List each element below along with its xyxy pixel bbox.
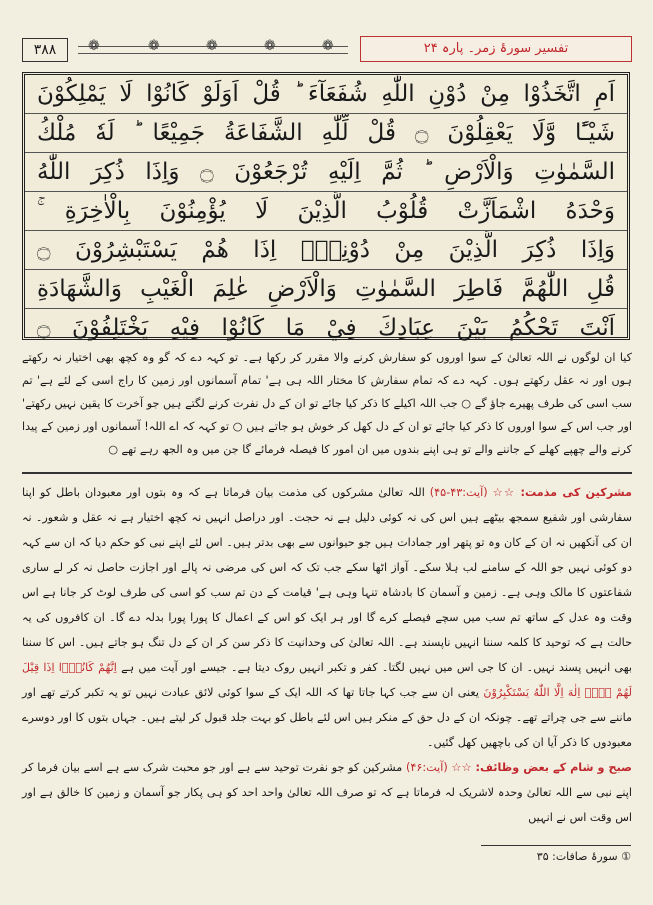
tafsir-paragraph-1 — [22, 480, 632, 755]
tafsir-text: مشرکین کو جو نفرت توحید سے ہے اور جو محبت شرک سے ہے اسے بیان فرما کر اپنے نبی سے اللہ تعالیٰ وحدہ لاشریک لہ فرماتا ہے کہ تو صرف اللہ تعالیٰ واحد احد کو ہی پکار جو آسمان و زمین کا خالق ہے اور اس وقت اس نے انہیں — [22, 761, 632, 824]
ornament-flower-icon: ❁ — [322, 38, 334, 54]
section-divider — [22, 472, 632, 474]
footnote-rule — [481, 845, 631, 846]
verse-reference: ☆☆ (آیت:۴۳-۴۵) — [429, 486, 516, 499]
quran-text-box — [22, 72, 630, 340]
quran-line: اَمِ اتَّخَذُوْا مِنْ دُوْنِ اللّٰهِ شُفَعَآءَ ؕ قُلْ اَوَلَوْ كَانُوْا لَا يَمْلِكُوْنَ — [25, 75, 627, 114]
translation-paragraph: کیا ان لوگوں نے اللہ تعالیٰ کے سوا اوروں کو سفارش کرنے والا مقرر کر رکھا ہے۔ تو کہہ دے کہ گو وہ کچھ بھی اختیار نہ رکھتے ہوں اور نہ عقل رکھتے ہوں۔ کہہ دے کہ تمام سفارش کا مختار اللہ ہی ہے' تمام آسمانوں اور زمین کا راج اسی کے لئے ہے' تم سب اسی کی طرف پھیرے جاؤ گے ○ جب اللہ اکیلے کا ذکر کیا جائے تو ان کے دل نفرت کرنے لگتے ہیں جو آخرت کا یقین نہیں رکھتے' اور جب اس کے سوا اوروں کا ذکر کیا جائے تو ان کے دل کھل کر خوش ہو جاتے ہیں ○ تو کہہ کہ اے اللہ! آسمانوں اور زمین کے پیدا کرنے والے چھپے کھلے کے جاننے والے تو ہی اپنے بندوں میں ان امور کا فیصلہ فرمائے گا جن میں وہ الجھ رہے تھے ○ — [22, 351, 632, 456]
running-title: تفسیر سورۂ زمر۔ پارہ ۲۴ — [360, 36, 632, 62]
section-heading: مشرکین کی مذمت: — [520, 486, 632, 499]
ornament-flower-icon: ❁ — [206, 38, 218, 54]
quran-line: السَّمٰوٰتِ وَالْاَرْضِ ؕ ثُمَّ اِلَيْهِ تُرْجَعُوْنَ ۝ وَاِذَا ذُكِرَ اللّٰهُ — [25, 153, 627, 192]
tafsir-text: اللہ تعالیٰ مشرکوں کی مذمت بیان فرماتا ہے کہ وہ بتوں اور معبودان باطل کو اپنا سفارشی اور شفیع سمجھ بیٹھے ہیں اس کی نہ کوئی دلیل ہے نہ حجت۔ اور دراصل انہیں نہ کچھ اختیار ہے نہ عقل و شعور۔ نہ ان کی آنکھیں نہ ان کے کان وہ تو پتھر اور جمادات ہیں جو حیوانوں سے بھی بدتر ہیں۔ اس لئے اپنے نبی کو حکم دیا کہ ان سے کہہ دو کوئی نہیں جو اللہ کے سامنے لب ہلا سکے۔ آواز اٹھا سکے جب تک کہ اس کی مرضی نہ پالے اور اجازت حاصل نہ کر لے ساری شفاعتوں کا مالک وہی ہے۔ زمین و آسمان کا بادشاہ تنہا وہی ہے' قیامت کے دن تم سب کو اسی کی طرف لوٹ کر جانا ہے اس وقت وہ عدل کے ساتھ تم سب میں سچے فیصلے کرے گا اور ہر ایک کو اس کے اعمال کا پورا پورا بدلہ دے گا۔ ان کافروں کی یہ حالت ہے کہ توحید کا کلمہ سننا انہیں ناپسند ہے۔ اللہ تعالیٰ کی وحدانیت کا ذکر سن کر ان کے دل تنگ ہو جاتے ہیں۔ اس کا سننا بھی انہیں پسند نہیں۔ ان کا جی اس میں نہیں لگتا۔ کفر و تکبر انہیں روک دیتا ہے۔ جیسے اور آیت میں ہے — [22, 486, 632, 674]
footnote: ① سورۂ صافات: ۳۵ — [536, 850, 631, 863]
quran-line: اَنْتَ تَحْكُمُ بَيْنَ عِبَادِكَ فِيْ مَا كَانُوْا فِيْهِ يَخْتَلِفُوْنَ ۝ — [37, 315, 615, 341]
quran-line: وَحْدَهُ اشْمَاَزَّتْ قُلُوْبُ الَّذِيْنَ لَا يُؤْمِنُوْنَ بِالْاٰخِرَةِ ۚ — [25, 192, 627, 231]
tafsir-commentary — [22, 480, 632, 830]
ornament-flower-icon: ❁ — [148, 38, 160, 54]
tafsir-text: یعنی ان سے جب کہا جاتا تھا کہ اللہ ایک کے سوا کوئی لائق عبادت نہیں تو یہ تکبر کرتے تھے اور ماننے سے جی چراتے تھے۔ چونکہ ان کے دل حق کے منکر ہیں اس لئے باطل کو بہت جلد قبول کر لیتے ہیں۔ جہاں بتوں کا اور دوسرے معبودوں کا ذکر آیا ان کی باچھیں کھل گئیں۔ — [22, 686, 632, 749]
quran-line: قُلِ اللّٰهُمَّ فَاطِرَ السَّمٰوٰتِ وَالْاَرْضِ عٰلِمَ الْغَيْبِ وَالشَّهَادَةِ — [25, 270, 627, 309]
page-header — [22, 36, 632, 66]
tafsir-paragraph-2 — [22, 755, 632, 830]
ornament-flower-icon: ❁ — [88, 38, 100, 54]
arabic-quote: اِنَّهُمْ كَانُوْۤا اِذَا قِيْلَ لَهُمْ لَاۤ اِلٰهَ اِلَّا اللّٰهُ يَسْتَكْبِرُوْنَ — [22, 661, 633, 699]
section-heading: صبح و شام کے بعض وظائف: — [475, 761, 632, 774]
header-ornament — [78, 38, 348, 54]
quran-line: شَيْـًٔا وَّلَا يَعْقِلُوْنَ ۝ قُلْ لِّلّٰهِ الشَّفَاعَةُ جَمِيْعًا ؕ لَهٗ مُلْكُ — [25, 114, 627, 153]
urdu-translation — [22, 346, 632, 461]
ornament-flower-icon: ❁ — [264, 38, 276, 54]
page-number: ۳۸۸ — [22, 38, 68, 62]
quran-line: وَاِذَا ذُكِرَ الَّذِيْنَ مِنْ دُوْنِهٖۤ اِذَا هُمْ يَسْتَبْشِرُوْنَ ۝ — [25, 231, 627, 270]
verse-reference: ☆☆ (آیت:۴۶) — [405, 761, 472, 774]
